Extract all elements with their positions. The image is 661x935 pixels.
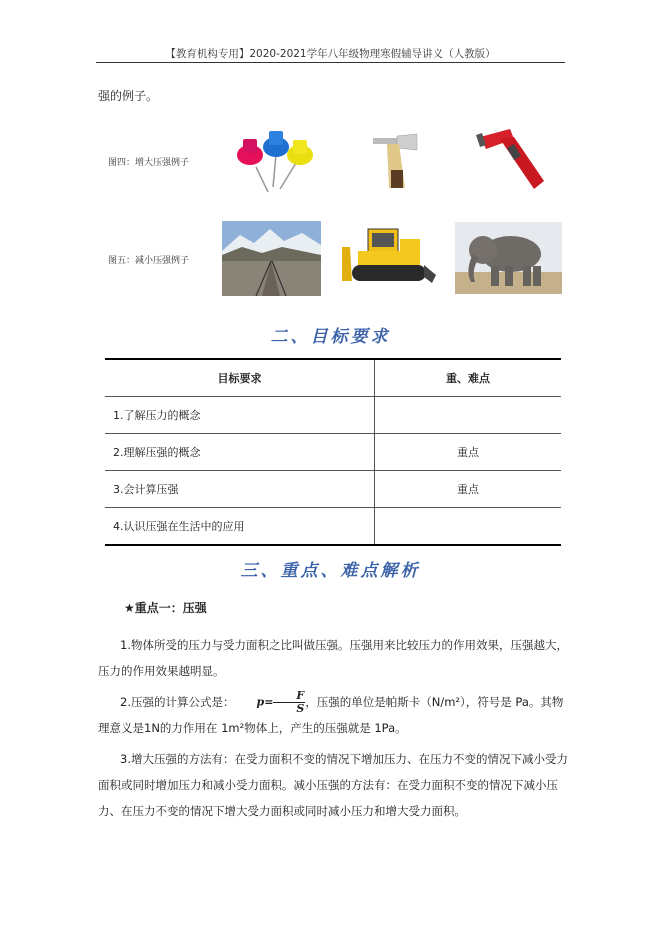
- formula-denominator: S: [296, 702, 305, 715]
- pressure-formula: [234, 690, 305, 715]
- page-header: 【教育机构专用】2020-2021学年八年级物理寒假辅导讲义（人教版）: [165, 48, 496, 60]
- paragraph-2: [98, 689, 568, 741]
- section3-title: 三、重点、难点解析: [240, 561, 421, 581]
- table-header-goal: 目标要求: [105, 359, 375, 397]
- table-cell: 4.认识压强在生活中的应用: [105, 508, 375, 546]
- figure4-label: 图四：增大压强例子: [108, 158, 190, 168]
- section2-title: 二、目标要求: [270, 327, 391, 347]
- table-cell: [375, 508, 562, 546]
- elephant-image: [455, 222, 562, 294]
- table-cell: 1.了解压力的概念: [105, 397, 375, 434]
- table-row: [105, 508, 561, 546]
- axe-icon: [365, 130, 425, 192]
- table-cell: 重点: [375, 434, 562, 471]
- paragraph-2-rest: ，压强的单位是帕斯卡（N/m²），符号是 Pa。其物理意义是1N的力作用在 1m²物体上，产生的压强就是 1Pa。: [98, 695, 564, 735]
- goals-table: [105, 358, 561, 546]
- formula-numerator: F: [273, 690, 305, 703]
- table-row: [105, 397, 561, 434]
- formula-p: p: [256, 695, 265, 709]
- table-cell: 重点: [375, 471, 562, 508]
- table-cell: 3.会计算压强: [105, 471, 375, 508]
- table-row: [105, 471, 561, 508]
- paragraph-3: 3.增大压强的方法有：在受力面积不变的情况下增加压力、在压力不变的情况下减小受力面积或同时增加压力和减小受力面积。减小压强的方法有：在受力面积不变的情况下减小压力、在压力不变的情况下增大受力面积或同时减小压力和增大受力面积。: [98, 752, 568, 818]
- table-header-difficulty: 重、难点: [375, 359, 562, 397]
- paragraph-2-prefix: 2.压强的计算公式是：: [120, 695, 235, 709]
- table-cell: [375, 397, 562, 434]
- intro-text: 强的例子。: [98, 89, 159, 103]
- table-header-row: [105, 359, 561, 397]
- railway-track-image: [222, 221, 321, 296]
- key-point-title: ★重点一：压强: [124, 601, 207, 615]
- table-cell: 2.理解压强的概念: [105, 434, 375, 471]
- bulldozer-image: [340, 225, 438, 287]
- safety-hammer-icon: [470, 125, 552, 195]
- formula-eq: =: [264, 695, 274, 709]
- table-row: [105, 434, 561, 471]
- header-rule: [96, 62, 565, 63]
- figure5-label: 图五：减小压强例子: [108, 256, 190, 266]
- pushpins-icon: [228, 127, 320, 197]
- paragraph-1: 1.物体所受的压力与受力面积之比叫做压强。压强用来比较压力的作用效果，压强越大，压力的作用效果越明显。: [98, 638, 568, 678]
